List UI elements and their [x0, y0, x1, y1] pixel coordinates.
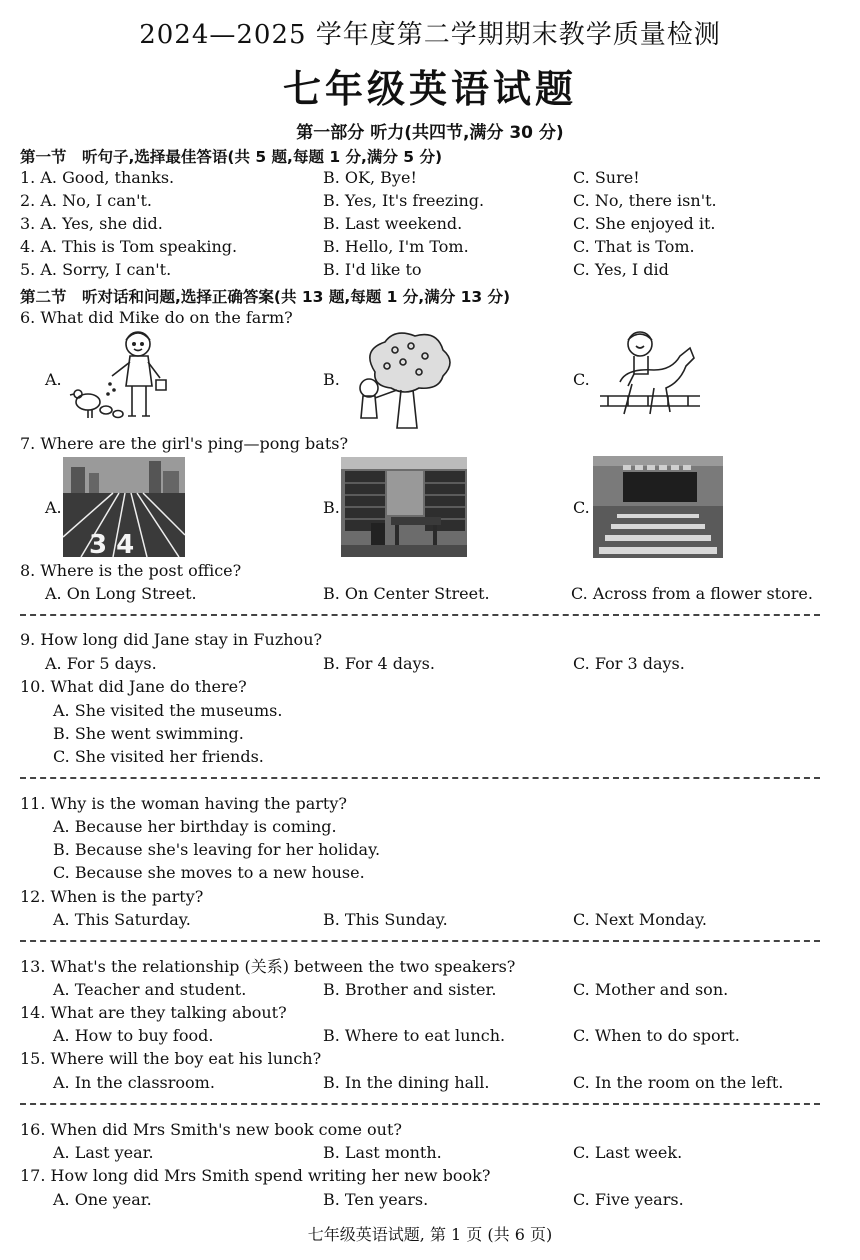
q16-option-c: C. Last week.	[573, 1143, 683, 1162]
q11-option-a: A. Because her birthday is coming.	[53, 817, 337, 836]
q17-option-c: C. Five years.	[573, 1190, 684, 1209]
q6-option-a-letter: A.	[45, 370, 62, 389]
q15-option-a: A. In the classroom.	[53, 1073, 215, 1092]
q6-option-b-letter: B.	[323, 370, 340, 389]
q1-option-a: 1. A. Good, thanks.	[20, 168, 175, 187]
q12-option-b: B. This Sunday.	[323, 910, 448, 929]
q17-option-a: A. One year.	[53, 1190, 152, 1209]
q2-option-c: C. No, there isn't.	[573, 191, 717, 210]
divider	[20, 940, 820, 942]
q2-option-a: 2. A. No, I can't.	[20, 191, 153, 210]
q9-option-c: C. For 3 days.	[573, 654, 685, 673]
q17-stem: 17. How long did Mrs Smith spend writing her new book?	[20, 1166, 491, 1185]
q10-option-a: A. She visited the museums.	[53, 701, 283, 720]
q6-option-c-letter: C.	[573, 370, 590, 389]
q11-option-c: C. Because she moves to a new house.	[53, 863, 365, 882]
q5-option-b: B. I'd like to	[323, 260, 422, 279]
q13-stem: 13. What's the relationship (关系) between the two speakers?	[20, 957, 516, 976]
q13-option-c: C. Mother and son.	[573, 980, 729, 999]
q7-option-a-letter: A.	[45, 498, 62, 517]
section2-heading: 第二节 听对话和问题,选择正确答案(共 13 题,每题 1 分,满分 13 分)	[20, 288, 511, 306]
q16-stem: 16. When did Mrs Smith's new book come out?	[20, 1120, 402, 1139]
section1-heading: 第一节 听句子,选择最佳答语(共 5 题,每题 1 分,满分 5 分)	[20, 148, 443, 166]
q10-option-b: B. She went swimming.	[53, 724, 244, 743]
q7-option-c-letter: C.	[573, 498, 590, 517]
q10-option-c: C. She visited her friends.	[53, 747, 264, 766]
q2-option-b: B. Yes, It's freezing.	[323, 191, 485, 210]
divider	[20, 777, 820, 779]
q4-option-a: 4. A. This is Tom speaking.	[20, 237, 238, 256]
paper-title: 七年级英语试题	[282, 67, 577, 111]
q9-option-a: A. For 5 days.	[45, 654, 157, 673]
q11-option-b: B. Because she's leaving for her holiday.	[53, 840, 381, 859]
riding-horse-illustration	[598, 330, 704, 428]
q12-option-c: C. Next Monday.	[573, 910, 707, 929]
q15-stem: 15. Where will the boy eat his lunch?	[20, 1049, 322, 1068]
q6-stem: 6. What did Mike do on the farm?	[20, 308, 293, 327]
q17-option-b: B. Ten years.	[323, 1190, 429, 1209]
q10-stem: 10. What did Jane do there?	[20, 677, 247, 696]
q1-option-c: C. Sure!	[573, 168, 640, 187]
q7-option-b-letter: B.	[323, 498, 340, 517]
q8-option-a: A. On Long Street.	[45, 584, 197, 603]
q15-option-b: B. In the dining hall.	[323, 1073, 490, 1092]
q7-stem: 7. Where are the girl's ping—pong bats?	[20, 434, 349, 453]
q3-option-b: B. Last weekend.	[323, 214, 463, 233]
page-footer: 七年级英语试题, 第 1 页 (共 6 页)	[307, 1225, 553, 1244]
q5-option-c: C. Yes, I did	[573, 260, 669, 279]
q8-stem: 8. Where is the post office?	[20, 561, 242, 580]
divider	[20, 614, 820, 616]
q4-option-b: B. Hello, I'm Tom.	[323, 237, 469, 256]
q3-option-a: 3. A. Yes, she did.	[20, 214, 163, 233]
picking-apples-illustration	[345, 332, 457, 430]
divider	[20, 1103, 820, 1105]
q16-option-a: A. Last year.	[53, 1143, 154, 1162]
track-lane-numbers: 3 4	[89, 530, 135, 557]
q12-stem: 12. When is the party?	[20, 887, 204, 906]
q12-option-a: A. This Saturday.	[53, 910, 191, 929]
q14-option-b: B. Where to eat lunch.	[323, 1026, 506, 1045]
exam-title: 2024—2025 学年度第二学期期末教学质量检测	[139, 20, 721, 50]
part-title: 第一部分 听力(共四节,满分 30 分)	[296, 123, 564, 143]
q8-option-b: B. On Center Street.	[323, 584, 490, 603]
q9-stem: 9. How long did Jane stay in Fuzhou?	[20, 630, 323, 649]
running-track-photo	[63, 457, 185, 557]
feeding-chickens-illustration	[66, 328, 184, 424]
q5-option-a: 5. A. Sorry, I can't.	[20, 260, 172, 279]
q13-option-a: A. Teacher and student.	[53, 980, 247, 999]
q14-stem: 14. What are they talking about?	[20, 1003, 287, 1022]
q14-option-c: C. When to do sport.	[573, 1026, 740, 1045]
q14-option-a: A. How to buy food.	[53, 1026, 214, 1045]
q3-option-c: C. She enjoyed it.	[573, 214, 716, 233]
q16-option-b: B. Last month.	[323, 1143, 442, 1162]
q15-option-c: C. In the room on the left.	[573, 1073, 784, 1092]
classroom-photo	[593, 456, 723, 558]
q8-option-c: C. Across from a flower store.	[571, 584, 813, 603]
q1-option-b: B. OK, Bye!	[323, 168, 417, 187]
library-photo	[341, 457, 467, 557]
q4-option-c: C. That is Tom.	[573, 237, 695, 256]
q13-option-b: B. Brother and sister.	[323, 980, 497, 999]
q9-option-b: B. For 4 days.	[323, 654, 435, 673]
q11-stem: 11. Why is the woman having the party?	[20, 794, 347, 813]
